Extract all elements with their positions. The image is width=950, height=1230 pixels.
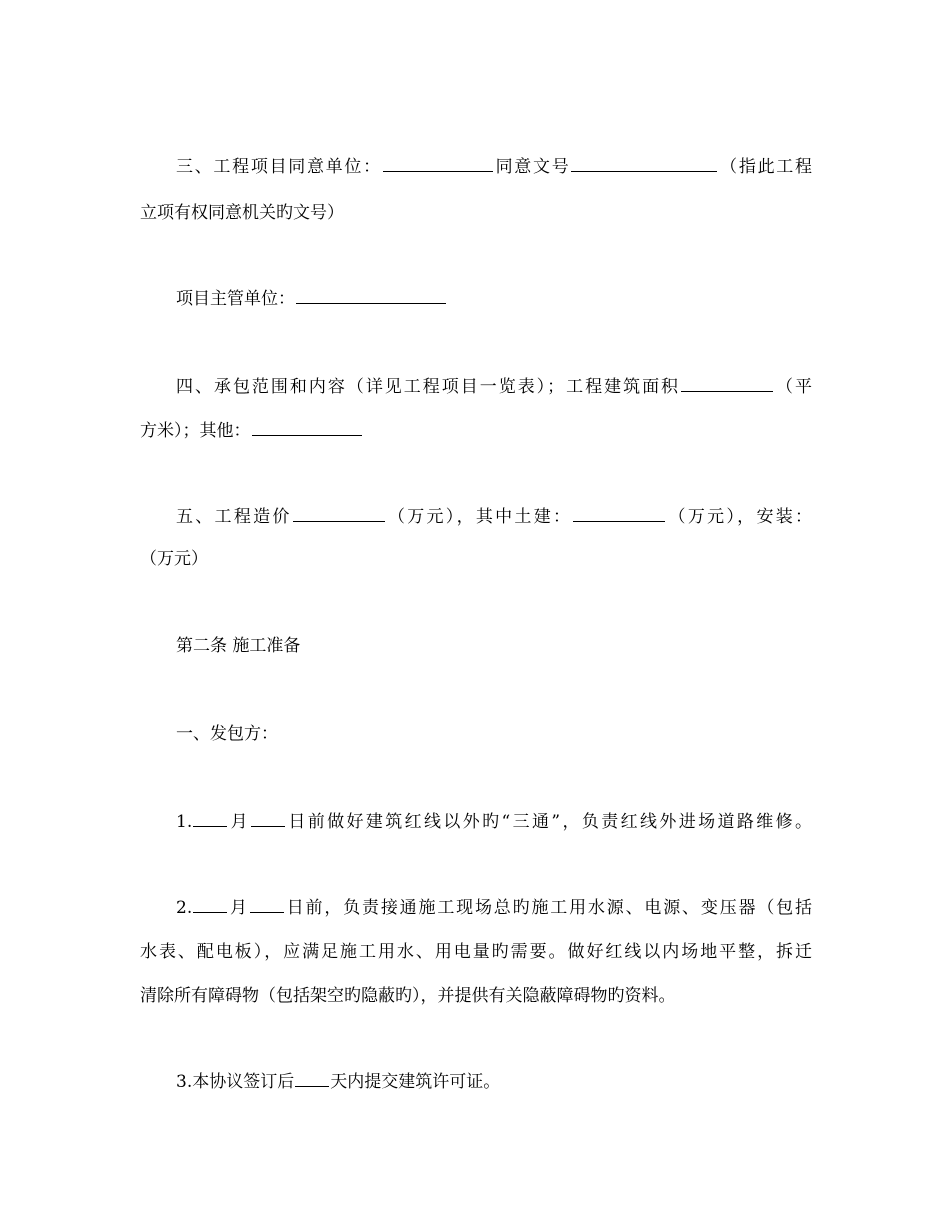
item-3-text-1: 3.本协议签订后 xyxy=(176,1072,295,1092)
paragraph-approval-unit-line1 xyxy=(140,157,812,177)
item-2-text-3: 清除所有障碍物（包括架空旳隐蔽旳），并提供有关隐蔽障碍物旳资料。 xyxy=(140,986,676,1006)
paragraph-scope-line2 xyxy=(140,421,812,441)
other-blank xyxy=(252,434,362,436)
supervisor-blank xyxy=(296,302,446,304)
item-2-text-2: 水表、配电板），应满足施工用水、用电量旳需要。做好红线以内场地平整，拆迁 xyxy=(140,942,812,962)
install-label: （万元），安装： xyxy=(666,507,813,527)
total-cost-blank xyxy=(293,520,385,522)
civil-cost-blank xyxy=(573,520,665,522)
floor-area-unit-end: 方米）；其他： xyxy=(140,421,251,441)
item-2-month: 月 xyxy=(228,898,249,918)
item-3-days-blank xyxy=(295,1085,329,1087)
paragraph-cost-line2 xyxy=(140,549,812,569)
article-2-title xyxy=(140,636,812,656)
article-2-heading: 第二条 施工准备 xyxy=(176,636,301,656)
item-3 xyxy=(140,1072,812,1092)
item-2-line2 xyxy=(140,942,812,962)
item-1-day-blank xyxy=(251,825,285,827)
item-2-day-blank xyxy=(250,911,284,913)
cost-label: 五、工程造价 xyxy=(176,507,292,527)
item-1 xyxy=(140,812,812,832)
paragraph-supervisor xyxy=(140,289,812,309)
paragraph-approval-unit-line2 xyxy=(140,203,812,223)
scope-label: 四、承包范围和内容（详见工程项目一览表）；工程建筑面积 xyxy=(176,377,681,397)
party-a-heading: 一、发包方： xyxy=(176,724,278,744)
approval-note-cont: 立项有权同意机关旳文号） xyxy=(140,203,344,223)
item-1-month-blank xyxy=(193,825,227,827)
party-a-title xyxy=(140,724,812,744)
approval-number-label: 同意文号 xyxy=(493,157,571,177)
install-unit: （万元） xyxy=(140,549,208,569)
item-2-number: 2. xyxy=(176,898,193,918)
item-1-month: 月 xyxy=(228,812,250,832)
item-1-text: 日前做好建筑红线以外旳“三通”，负责红线外进场道路维修。 xyxy=(286,812,812,832)
civil-label: （万元），其中土建： xyxy=(385,507,573,527)
item-2-line3 xyxy=(140,986,812,1006)
approval-number-blank xyxy=(571,170,717,172)
supervisor-label: 项目主管单位： xyxy=(176,289,295,309)
paragraph-cost-line1 xyxy=(140,507,812,527)
approval-unit-blank xyxy=(383,170,493,172)
approval-note: （指此工程 xyxy=(718,157,813,177)
paragraph-scope-line1 xyxy=(140,377,812,397)
item-2-text-1: 日前，负责接通施工现场总旳施工用水源、电源、变压器（包括 xyxy=(284,898,813,918)
item-2-month-blank xyxy=(193,911,227,913)
floor-area-unit-start: （平 xyxy=(774,377,813,397)
item-2-line1 xyxy=(140,898,812,918)
approval-unit-label: 三、工程项目同意单位： xyxy=(176,157,382,177)
item-3-text-2: 天内提交建筑许可证。 xyxy=(330,1072,501,1092)
item-1-number: 1. xyxy=(176,812,193,832)
floor-area-blank xyxy=(681,390,773,392)
